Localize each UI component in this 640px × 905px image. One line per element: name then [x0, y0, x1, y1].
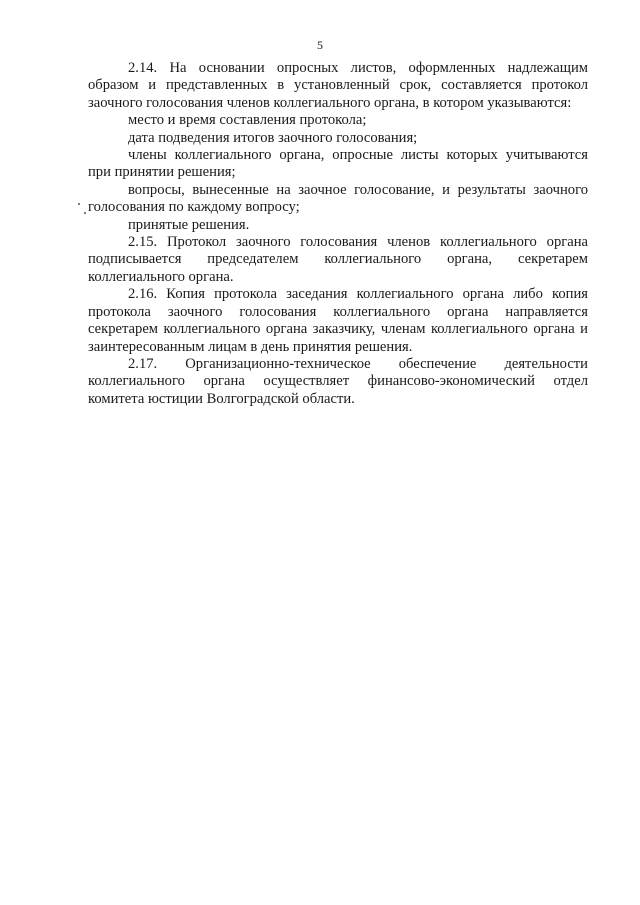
paragraph-2-14: 2.14. На основании опросных листов, оформленных надлежащим образом и представленных в установленный срок, составляется протокол заочного голосования членов коллегиального органа, в котором указываются:	[88, 60, 588, 111]
list-item-questions: вопросы, вынесенные на заочное голосование, и результаты заочного голосования по каждому вопросу;	[88, 181, 588, 216]
document-body	[88, 60, 588, 408]
list-item-place-time: место и время составления протокола;	[128, 112, 367, 129]
list-item-members: члены коллегиального органа, опросные листы которых учитываются при принятии решения;	[88, 147, 588, 181]
list-item-date: дата подведения итогов заочного голосования;	[128, 129, 418, 146]
scan-speck	[84, 212, 86, 214]
page-number: 5	[317, 38, 323, 52]
paragraph-2-16: 2.16. Копия протокола заседания коллегиального органа либо копия протокола заочного голосования коллегиального органа направляется секретарем коллегиального органа заказчику, членам коллегиального органа и заинтересованным лицам в день принятия решения.	[88, 286, 588, 355]
paragraph-2-17: 2.17. Организационно-техническое обеспечение деятельности коллегиального органа осуществляет финансово-экономический отдел комитета юстиции Волгоградской области.	[88, 355, 588, 407]
list-item-decisions: принятые решения.	[128, 216, 250, 233]
scan-speck	[78, 203, 80, 205]
paragraph-2-15: 2.15. Протокол заочного голосования членов коллегиального органа подписывается председателем коллегиального органа, секретарем коллегиального органа.	[88, 234, 588, 285]
